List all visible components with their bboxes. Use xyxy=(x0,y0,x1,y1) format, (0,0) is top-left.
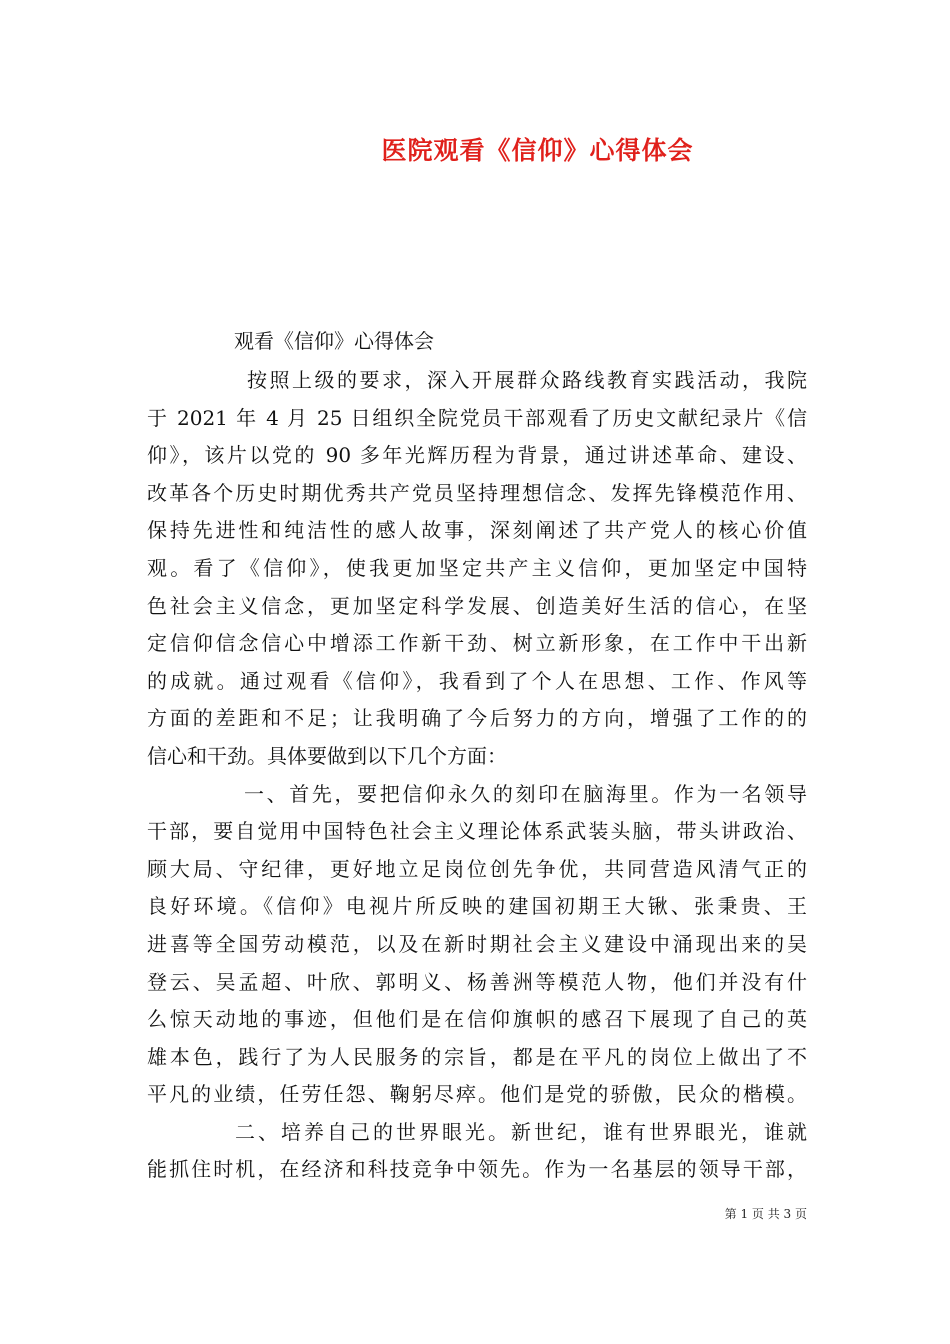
page-number: 第 1 页 共 3 页 xyxy=(724,1207,807,1221)
paragraph-line: 一、首先，要把信仰永久的刻印在脑海里。作为一名领导 xyxy=(244,781,807,806)
paragraph-line: 于 2021 年 4 月 25 日组织全院党员干部观看了历史文献纪录片《信 xyxy=(147,405,807,430)
paragraph-line: 雄本色，践行了为人民服务的宗旨，都是在平凡的岗位上做出了不 xyxy=(147,1044,807,1069)
paragraph-line: 仰》，该片以党的 90 多年光辉历程为背景，通过讲述革命、建设、 xyxy=(147,443,807,468)
paragraph-line: 平凡的业绩，任劳任怨、鞠躬尽瘁。他们是党的骄傲，民众的楷模。 xyxy=(147,1082,807,1107)
paragraph-line: 能抓住时机，在经济和科技竞争中领先。作为一名基层的领导干部， xyxy=(147,1157,807,1182)
document-body xyxy=(147,362,807,1189)
paragraph-line: 按照上级的要求，深入开展群众路线教育实践活动，我院 xyxy=(247,368,807,392)
paragraph-line: 定信仰信念信心中增添工作新干劲、树立新形象，在工作中干出新 xyxy=(147,631,807,656)
paragraph-line: 进喜等全国劳动模范，以及在新时期社会主义建设中涌现出来的吴 xyxy=(147,931,807,956)
paragraph-line: 观。看了《信仰》，使我更加坚定共产主义信仰，更加坚定中国特 xyxy=(147,555,807,580)
paragraph-line: 方面的差距和不足；让我明确了今后努力的方向，增强了工作的的 xyxy=(147,706,807,731)
paragraph-line: 良好环境。《信仰》电视片所反映的建国初期王大锹、张秉贵、王 xyxy=(147,894,807,919)
paragraph-line: 二、培养自己的世界眼光。新世纪，谁有世界眼光，谁就 xyxy=(235,1119,807,1144)
paragraph-line: 么惊天动地的事迹，但他们是在信仰旗帜的感召下展现了自己的英 xyxy=(147,1007,807,1032)
document-subtitle: 观看《信仰》心得体会 xyxy=(234,329,434,353)
paragraph-line: 登云、吴孟超、叶欣、郭明义、杨善洲等模范人物，他们并没有什 xyxy=(147,969,807,994)
paragraph-line: 色社会主义信念，更加坚定科学发展、创造美好生活的信心，在坚 xyxy=(147,593,807,618)
page-title: 医院观看《信仰》心得体会 xyxy=(381,136,694,165)
paragraph-line: 的成就。通过观看《信仰》，我看到了个人在思想、工作、作风等 xyxy=(147,668,807,693)
paragraph-line: 保持先进性和纯洁性的感人故事，深刻阐述了共产党人的核心价值 xyxy=(147,518,807,543)
paragraph-line: 信心和干劲。具体要做到以下几个方面： xyxy=(147,743,507,768)
paragraph-line: 顾大局、守纪律，更好地立足岗位创先争优，共同营造风清气正的 xyxy=(147,856,807,881)
paragraph-line: 改革各个历史时期优秀共产党员坚持理想信念、发挥先锋模范作用、 xyxy=(147,480,807,505)
paragraph-line: 干部，要自觉用中国特色社会主义理论体系武装头脑，带头讲政治、 xyxy=(147,819,807,844)
